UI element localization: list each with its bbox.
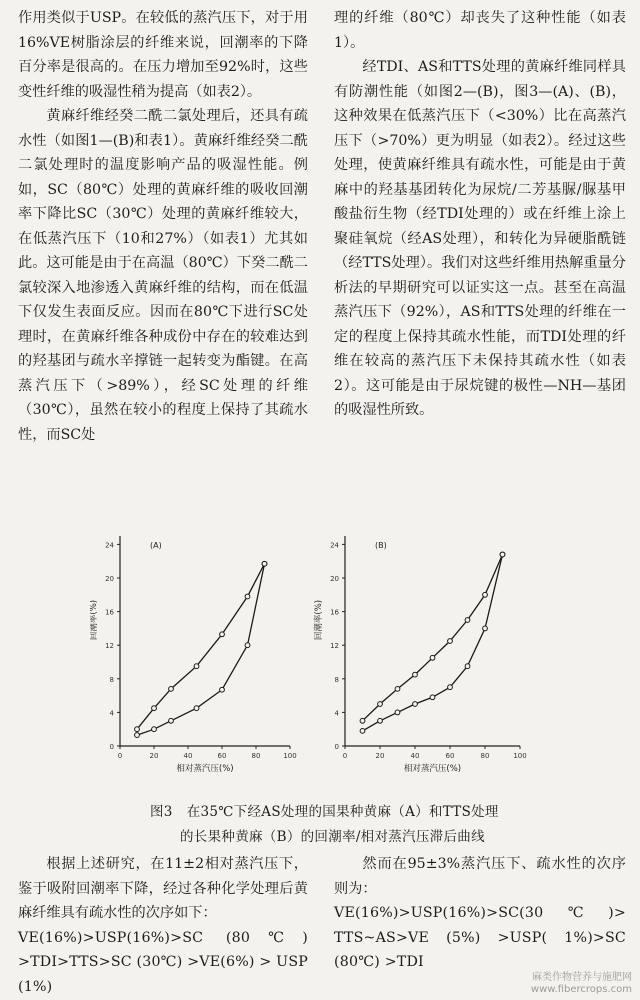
chart-2-series-2-point (360, 728, 365, 733)
chart-1-series-1-point (152, 706, 157, 711)
chart-2-series-1-point (448, 639, 453, 644)
chart-2-y-tick-label: 12 (330, 642, 339, 651)
chart-2-series-2-point (430, 695, 435, 700)
chart-2-series-2-line (363, 554, 503, 730)
chart-2-series-2-point (483, 626, 488, 631)
chart-2-series-1-point (360, 718, 365, 723)
chart-2-x-tick-label: 40 (410, 752, 420, 760)
chart-2-series-2-point (395, 710, 400, 715)
chart-1-y-tick-label: 8 (109, 675, 114, 684)
chart-1-y-axis-label: 回潮率(%) (90, 599, 99, 641)
chart-1-series-2-point (262, 561, 267, 566)
bottom-left-column (18, 852, 308, 999)
watermark-line-2: www.fibercrops.com (530, 984, 632, 995)
chart-1-y-tick-label: 20 (105, 575, 114, 583)
left-paragraph-1: 作用类似于USP。在较低的蒸汽压下，对于用16%VE树脂涂层的纤维来说，回潮率的下降百分率是很高的。在压力增加至92%时，这些变性纤维的吸湿性稍为提高（如表2）。 (18, 10, 308, 100)
chart-1-series-1-point (220, 632, 225, 637)
chart-2-series-1-point (465, 618, 470, 623)
left-column (18, 6, 308, 447)
chart-2-y-tick-label: 0 (334, 743, 339, 751)
watermark-line-1: 麻类作物营养与施肥网 (532, 972, 632, 983)
chart-1-y-tick-label: 16 (105, 608, 114, 617)
chart-1-y-tick-label: 24 (105, 541, 114, 550)
chart-2-y-tick-label: 20 (330, 575, 339, 583)
chart-1-series-2-point (194, 706, 199, 711)
chart-1-x-tick-label: 60 (217, 752, 227, 760)
bottom-right-column (334, 852, 626, 975)
chart-2-series-1-point (430, 655, 435, 660)
chart-2-series-2-point (500, 552, 505, 557)
chart-2-y-tick-label: 8 (334, 675, 339, 684)
chart-1-x-tick-label: 40 (183, 752, 193, 760)
right-paragraph-2: 经TDI、AS和TTS处理的黄麻纤维同样具有防潮性能（如图2—(B)，图3—(A)、(B)，这种效果在低蒸汽压下（<30%）比在高蒸汽压下（>70%）更为明显（如表2）。经过这些处理，使黄麻纤维具有疏水性，可能是由于黄麻中的羟基基团转化为尿烷/二芳基脲/脲基甲酸盐衍生物（经TDI处理的）或在纤维上涂上聚硅氧烷（经AS处理），和转化为异硬脂酰链（经TTS处理）。我们对这些纤维用热解重量分析法的早期研究可以证实这一点。甚至在高温蒸汽压下（92%），AS和TTS处理的纤维在一定的程度上保持其疏水性能，而TDI处理的纤维在较高的蒸汽压下未保持其疏水性（如表2）。这可能是由于尿烷键的极性—NH—基团的吸湿性所致。 (334, 59, 626, 418)
hydrophobicity-order-high-pressure: VE(16%)>USP(16%)>SC(30℃)> TTS~AS>VE (5%) >USP( 1%)>SC (80℃) >TDI (334, 905, 626, 970)
chart-2-series-2-point (448, 685, 453, 690)
chart-1-series-2-point (245, 643, 250, 648)
chart-2-y-tick-label: 24 (330, 541, 339, 550)
chart-2-series-1-point (378, 702, 383, 707)
chart-2-series-2-point (465, 664, 470, 669)
hydrophobicity-order-low-pressure: VE(16%)>USP(16%)>SC (80℃) >TDI>TTS>SC (30℃) >VE(6%) > USP (1%) (18, 929, 308, 995)
chart-2-y-tick-label: 4 (334, 709, 339, 718)
caption-line-2: 的长果种黄麻（B）的回潮率/相对蒸汽压滞后曲线 (180, 829, 485, 845)
chart-1-series-1-point (135, 727, 140, 732)
chart-2-x-tick-label: 80 (480, 752, 490, 760)
chart-2-series-1-point (395, 686, 400, 691)
chart-1-x-tick-label: 0 (117, 752, 123, 760)
chart-2-y-axis-label: 回潮率(%) (314, 599, 324, 641)
chart-1-series-2-point (220, 687, 225, 692)
bottom-right-paragraph: 然而在95±3%蒸汽压下、疏水性的次序则为： (334, 856, 626, 897)
chart-2-panel-label: (B) (375, 541, 387, 550)
chart-2-x-tick-label: 60 (445, 752, 455, 760)
figure-caption (150, 800, 560, 850)
chart-1-x-axis-label: 相对蒸汽压(%) (176, 764, 234, 774)
watermark (531, 972, 632, 996)
chart-2-x-tick-label: 100 (513, 752, 527, 760)
figure-3 (90, 508, 550, 798)
chart-2-series-1-point (413, 672, 418, 677)
right-paragraph-1: 理的纤维（80℃）却丧失了这种性能（如表1）。 (334, 10, 626, 51)
chart-1-series-1-point (194, 664, 199, 669)
chart-1-series-1-point (169, 686, 174, 691)
chart-1-x-tick-label: 20 (149, 752, 159, 760)
chart-1-y-tick-label: 0 (109, 743, 114, 751)
right-column (334, 6, 626, 423)
caption-line-1: 在35℃下经AS处理的国果种黄麻（A）和TTS处理 (186, 804, 499, 820)
chart-2-x-tick-label: 20 (375, 752, 385, 760)
bottom-left-paragraph: 根据上述研究，在11±2相对蒸汽压下，鉴于吸附回潮率下降，经过各种化学处理后黄麻纤维具有疏水性的次序如下： (18, 856, 308, 921)
chart-1-series-2-point (135, 733, 140, 738)
chart-2-series-2-point (378, 718, 383, 723)
chart-1-series-1-point (245, 594, 250, 599)
chart-2-series-1-point (483, 592, 488, 597)
chart-2-x-tick-label: 0 (342, 752, 348, 760)
chart-1-panel-label: (A) (150, 541, 162, 550)
hysteresis-charts (90, 508, 550, 798)
figure-number: 图3 (150, 804, 173, 820)
chart-2-y-tick-label: 16 (330, 608, 339, 617)
chart-1-y-tick-label: 4 (109, 709, 114, 718)
chart-1-series-2-point (169, 718, 174, 723)
chart-1-x-tick-label: 100 (283, 752, 297, 760)
chart-1-y-tick-label: 12 (105, 642, 114, 651)
left-paragraph-2: 黄麻纤维经癸二酰二氯处理后，还具有疏水性（如图1—(B)和表1）。黄麻纤维经癸二酰二氯处理时的温度影响产品的吸湿性能。例如，SC（80℃）处理的黄麻纤维的吸收回潮率下降比SC（30℃）处理的黄麻纤维较大，在低蒸汽压下（10和27%）（如表1）尤其如此。这可能是由于在高温（80℃）下癸二酰二氯较深入地渗透入黄麻纤维的结构，而在低温下仅发生表面反应。因而在80℃下进行SC处理时，在黄麻纤维各种成份中存在的较难达到的羟基团与疏水辛撑链一起转变为酯键。在高蒸汽压下（>89%），经SC处理的纤维（30℃），虽然在较小的程度上保持了其疏水性，而SC处 (18, 108, 308, 443)
chart-1-x-tick-label: 80 (251, 752, 261, 760)
chart-1-series-2-point (152, 727, 157, 732)
chart-2-series-2-point (413, 702, 418, 707)
chart-2-x-axis-label: 相对蒸汽压(%) (403, 764, 462, 774)
